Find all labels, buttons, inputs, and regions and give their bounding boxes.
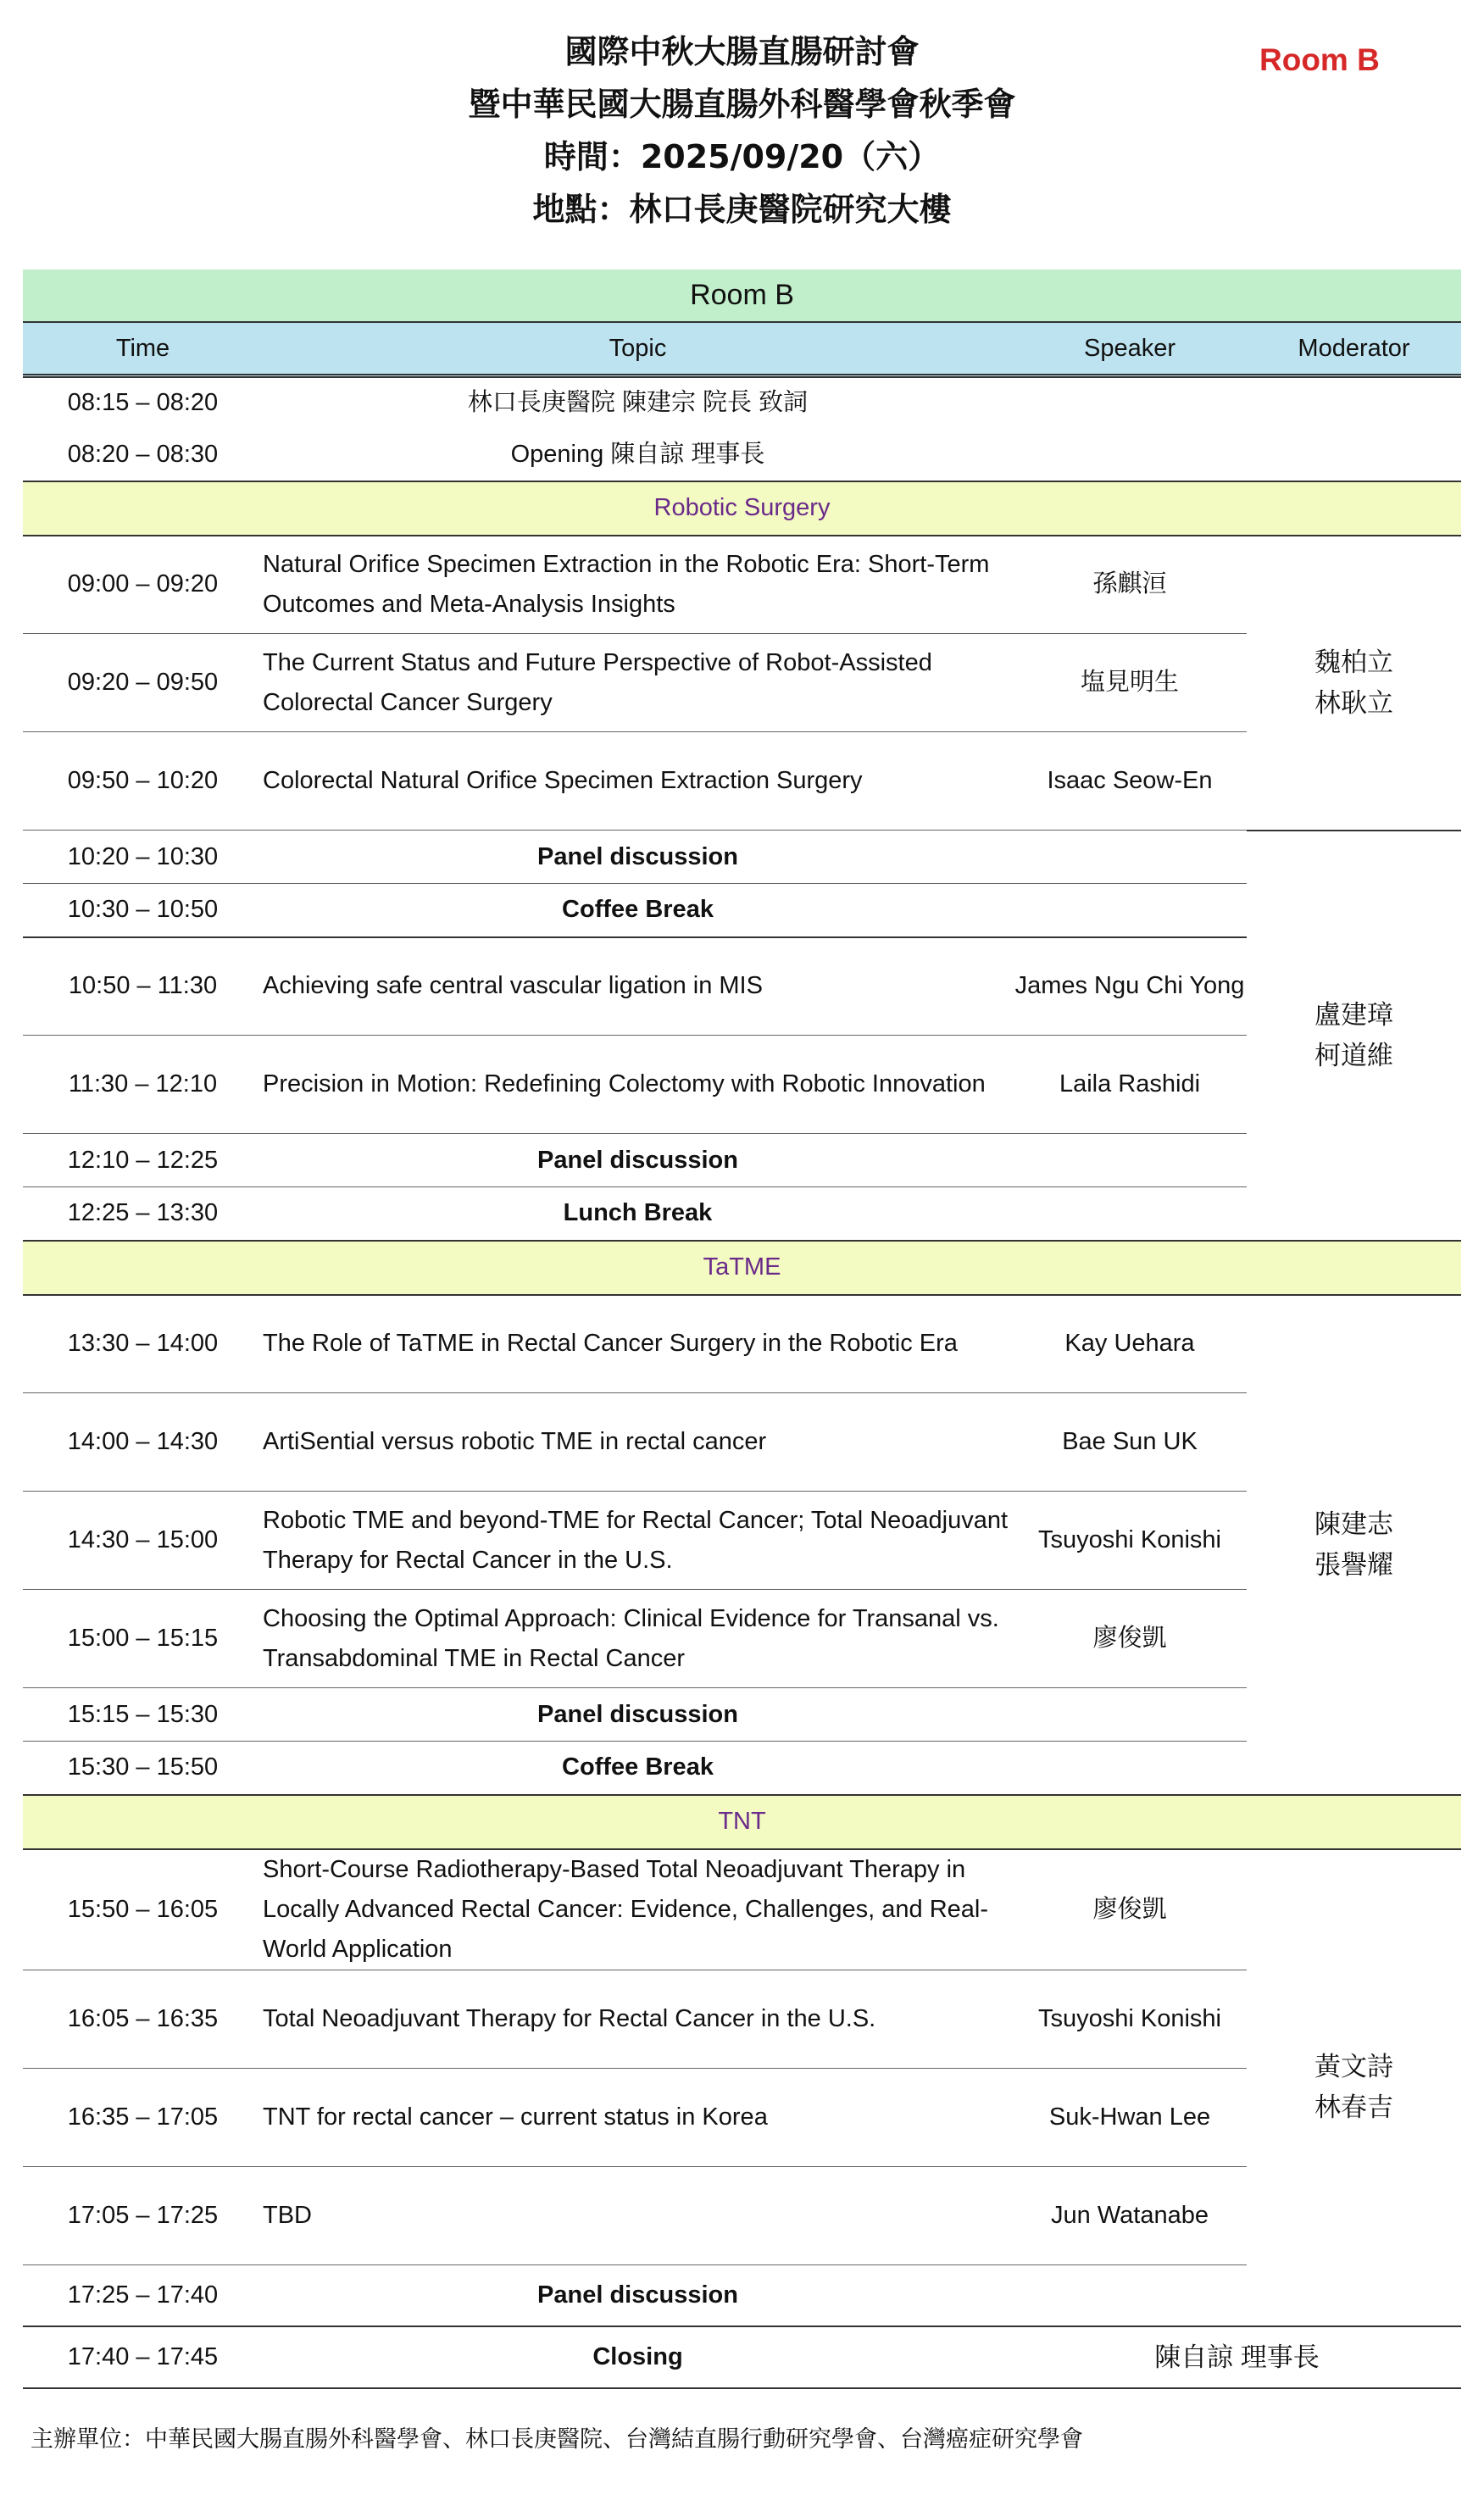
row-speaker: Tsuyoshi Konishi xyxy=(1013,1492,1247,1590)
row-topic: Opening 陳自諒 理事長 xyxy=(510,440,765,468)
table-row xyxy=(23,536,1461,634)
row-time: 12:10 – 12:25 xyxy=(23,1134,263,1187)
room-tag: Room B xyxy=(1259,42,1380,77)
conference-subtitle: 暨中華民國大腸直腸外科醫學會秋季會 xyxy=(468,86,1016,123)
section-title: Robotic Surgery xyxy=(23,481,1461,536)
row-topic: Achieving safe central vascular ligation in MIS xyxy=(263,937,1013,1036)
table-row xyxy=(23,376,1461,429)
table-row xyxy=(23,884,1461,937)
table-row xyxy=(23,1393,1461,1492)
conference-title: 國際中秋大腸直腸研討會 xyxy=(564,33,920,70)
row-topic: The Role of TaTME in Rectal Cancer Surgery in the Robotic Era xyxy=(263,1295,1013,1393)
section-title: TaTME xyxy=(23,1241,1461,1295)
row-time: 16:05 – 16:35 xyxy=(23,1970,263,2068)
row-topic: Panel discussion xyxy=(263,2264,1013,2326)
row-time: 14:00 – 14:30 xyxy=(23,1393,263,1492)
table-row xyxy=(23,1970,1461,2068)
row-speaker xyxy=(1013,1134,1247,1187)
row-topic: Robotic TME and beyond-TME for Rectal Cancer; Total Neoadjuvant Therapy for Rectal Cancer in the U.S. xyxy=(263,1492,1013,1590)
table-row xyxy=(23,634,1461,732)
table-row xyxy=(23,1187,1461,1241)
row-topic: Coffee Break xyxy=(263,884,1013,937)
table-row xyxy=(23,1742,1461,1795)
table-row xyxy=(23,429,1461,481)
room-title: Room B xyxy=(23,270,1461,322)
row-speaker xyxy=(1013,1688,1247,1742)
row-time: 08:20 – 08:30 xyxy=(67,440,219,468)
table-row xyxy=(23,1036,1461,1134)
row-speaker: Laila Rashidi xyxy=(1013,1036,1247,1134)
row-time: 15:30 – 15:50 xyxy=(67,1753,219,1781)
table-row xyxy=(23,937,1461,1036)
row-time: 15:00 – 15:15 xyxy=(23,1590,263,1688)
table-row xyxy=(23,1295,1461,1393)
row-time: 15:50 – 16:05 xyxy=(23,1849,263,1970)
row-topic: Panel discussion xyxy=(263,831,1013,884)
row-topic: 林口長庚醫院 陳建宗 院長 致詞 xyxy=(467,389,809,417)
row-topic: Precision in Motion: Redefining Colectomy with Robotic Innovation xyxy=(263,1036,1013,1134)
row-time: 17:40 – 17:45 xyxy=(23,2326,263,2388)
organizer-footer: 主辦單位：中華民國大腸直腸外科醫學會、林口長庚醫院、台灣結直腸行動研究學會、台灣癌症研究學會 xyxy=(31,2426,1083,2453)
row-time: 15:15 – 15:30 xyxy=(23,1688,263,1742)
table-row xyxy=(23,2166,1461,2264)
column-header-time: Time xyxy=(23,322,263,376)
row-topic: Total Neoadjuvant Therapy for Rectal Cancer in the U.S. xyxy=(263,1970,1013,2068)
row-time: 10:20 – 10:30 xyxy=(23,831,263,884)
table-row xyxy=(23,2068,1461,2166)
section-title: TNT xyxy=(23,1795,1461,1849)
row-speaker: 廖俊凱 xyxy=(1013,1590,1247,1688)
row-topic: Short-Course Radiotherapy-Based Total Neoadjuvant Therapy in Locally Advanced Rectal Cancer: Evidence, Challenges, and Real-World Application xyxy=(263,1849,1013,1970)
row-speaker: Kay Uehara xyxy=(1013,1295,1247,1393)
row-speaker: 廖俊凱 xyxy=(1013,1849,1247,1970)
row-topic: ArtiSential versus robotic TME in rectal cancer xyxy=(263,1393,1013,1492)
table-row xyxy=(23,2264,1461,2326)
row-topic: Coffee Break xyxy=(562,1753,714,1781)
row-speaker: Bae Sun UK xyxy=(1013,1393,1247,1492)
row-time: 09:50 – 10:20 xyxy=(23,732,263,831)
row-topic: Colorectal Natural Orifice Specimen Extraction Surgery xyxy=(263,732,1013,831)
row-time: 08:15 – 08:20 xyxy=(67,389,219,417)
row-speaker: 塩見明生 xyxy=(1013,634,1247,732)
table-row xyxy=(23,1492,1461,1590)
row-time: 12:25 – 13:30 xyxy=(67,1199,219,1227)
row-speaker: Jun Watanabe xyxy=(1013,2166,1247,2264)
table-row xyxy=(23,831,1461,884)
section-header-tnt xyxy=(23,1795,1461,1849)
table-row xyxy=(23,1849,1461,1970)
row-time: 09:00 – 09:20 xyxy=(23,536,263,634)
row-topic: Panel discussion xyxy=(263,1688,1013,1742)
row-moderator: 黃文詩 林春吉 xyxy=(1247,1849,1461,2327)
table-row xyxy=(23,1134,1461,1187)
row-time: 11:30 – 12:10 xyxy=(23,1036,263,1134)
row-topic: Lunch Break xyxy=(563,1199,713,1227)
table-row xyxy=(23,1688,1461,1742)
table-row xyxy=(23,732,1461,831)
column-header-moderator: Moderator xyxy=(1247,322,1461,376)
row-speaker xyxy=(1013,1187,1247,1241)
row-time: 16:35 – 17:05 xyxy=(23,2068,263,2166)
closing-row xyxy=(23,2326,1461,2388)
row-speaker xyxy=(1013,831,1247,884)
row-time: 10:30 – 10:50 xyxy=(23,884,263,937)
column-header-topic: Topic xyxy=(263,322,1013,376)
conference-venue: 地點：林口長庚醫院研究大樓 xyxy=(532,191,952,228)
row-time: 13:30 – 14:00 xyxy=(23,1295,263,1393)
row-topic: Choosing the Optimal Approach: Clinical Evidence for Transanal vs. Transabdominal TME in Rectal Cancer xyxy=(263,1590,1013,1688)
row-topic: TBD xyxy=(263,2166,1013,2264)
row-speaker xyxy=(1013,884,1247,937)
column-header-row xyxy=(23,322,1461,376)
row-speaker: Isaac Seow-En xyxy=(1013,732,1247,831)
row-topic: The Current Status and Future Perspective of Robot-Assisted Colorectal Cancer Surgery xyxy=(263,634,1013,732)
row-time: 17:25 – 17:40 xyxy=(23,2264,263,2326)
row-speaker: Suk-Hwan Lee xyxy=(1013,2068,1247,2166)
row-speaker: James Ngu Chi Yong xyxy=(1013,937,1247,1036)
column-header-speaker: Speaker xyxy=(1013,322,1247,376)
conference-date: 時間：2025/09/20（六） xyxy=(543,138,941,175)
row-speaker xyxy=(1013,1742,1247,1795)
row-topic: TNT for rectal cancer – current status in Korea xyxy=(263,2068,1013,2166)
table-row xyxy=(23,1590,1461,1688)
row-time: 09:20 – 09:50 xyxy=(23,634,263,732)
row-speaker: 孫麒洹 xyxy=(1013,536,1247,634)
row-speaker: 陳自諒 理事長 xyxy=(1013,2326,1461,2388)
row-speaker xyxy=(1013,2264,1247,2326)
row-topic: Natural Orifice Specimen Extraction in the Robotic Era: Short-Term Outcomes and Meta-Analysis Insights xyxy=(263,536,1013,634)
row-time: 10:50 – 11:30 xyxy=(23,937,263,1036)
row-moderator: 陳建志 張譽耀 xyxy=(1247,1295,1461,1795)
section-header-robotic-surgery xyxy=(23,481,1461,536)
section-header-tatme xyxy=(23,1241,1461,1295)
row-time: 14:30 – 15:00 xyxy=(23,1492,263,1590)
room-title-row xyxy=(23,270,1461,322)
row-time: 17:05 – 17:25 xyxy=(23,2166,263,2264)
schedule-table xyxy=(23,270,1461,2389)
row-speaker: Tsuyoshi Konishi xyxy=(1013,1970,1247,2068)
row-topic: Closing xyxy=(263,2326,1013,2388)
row-moderator: 盧建璋 柯道維 xyxy=(1247,831,1461,1241)
row-moderator: 魏柏立 林耿立 xyxy=(1247,536,1461,831)
row-topic: Panel discussion xyxy=(263,1134,1013,1187)
